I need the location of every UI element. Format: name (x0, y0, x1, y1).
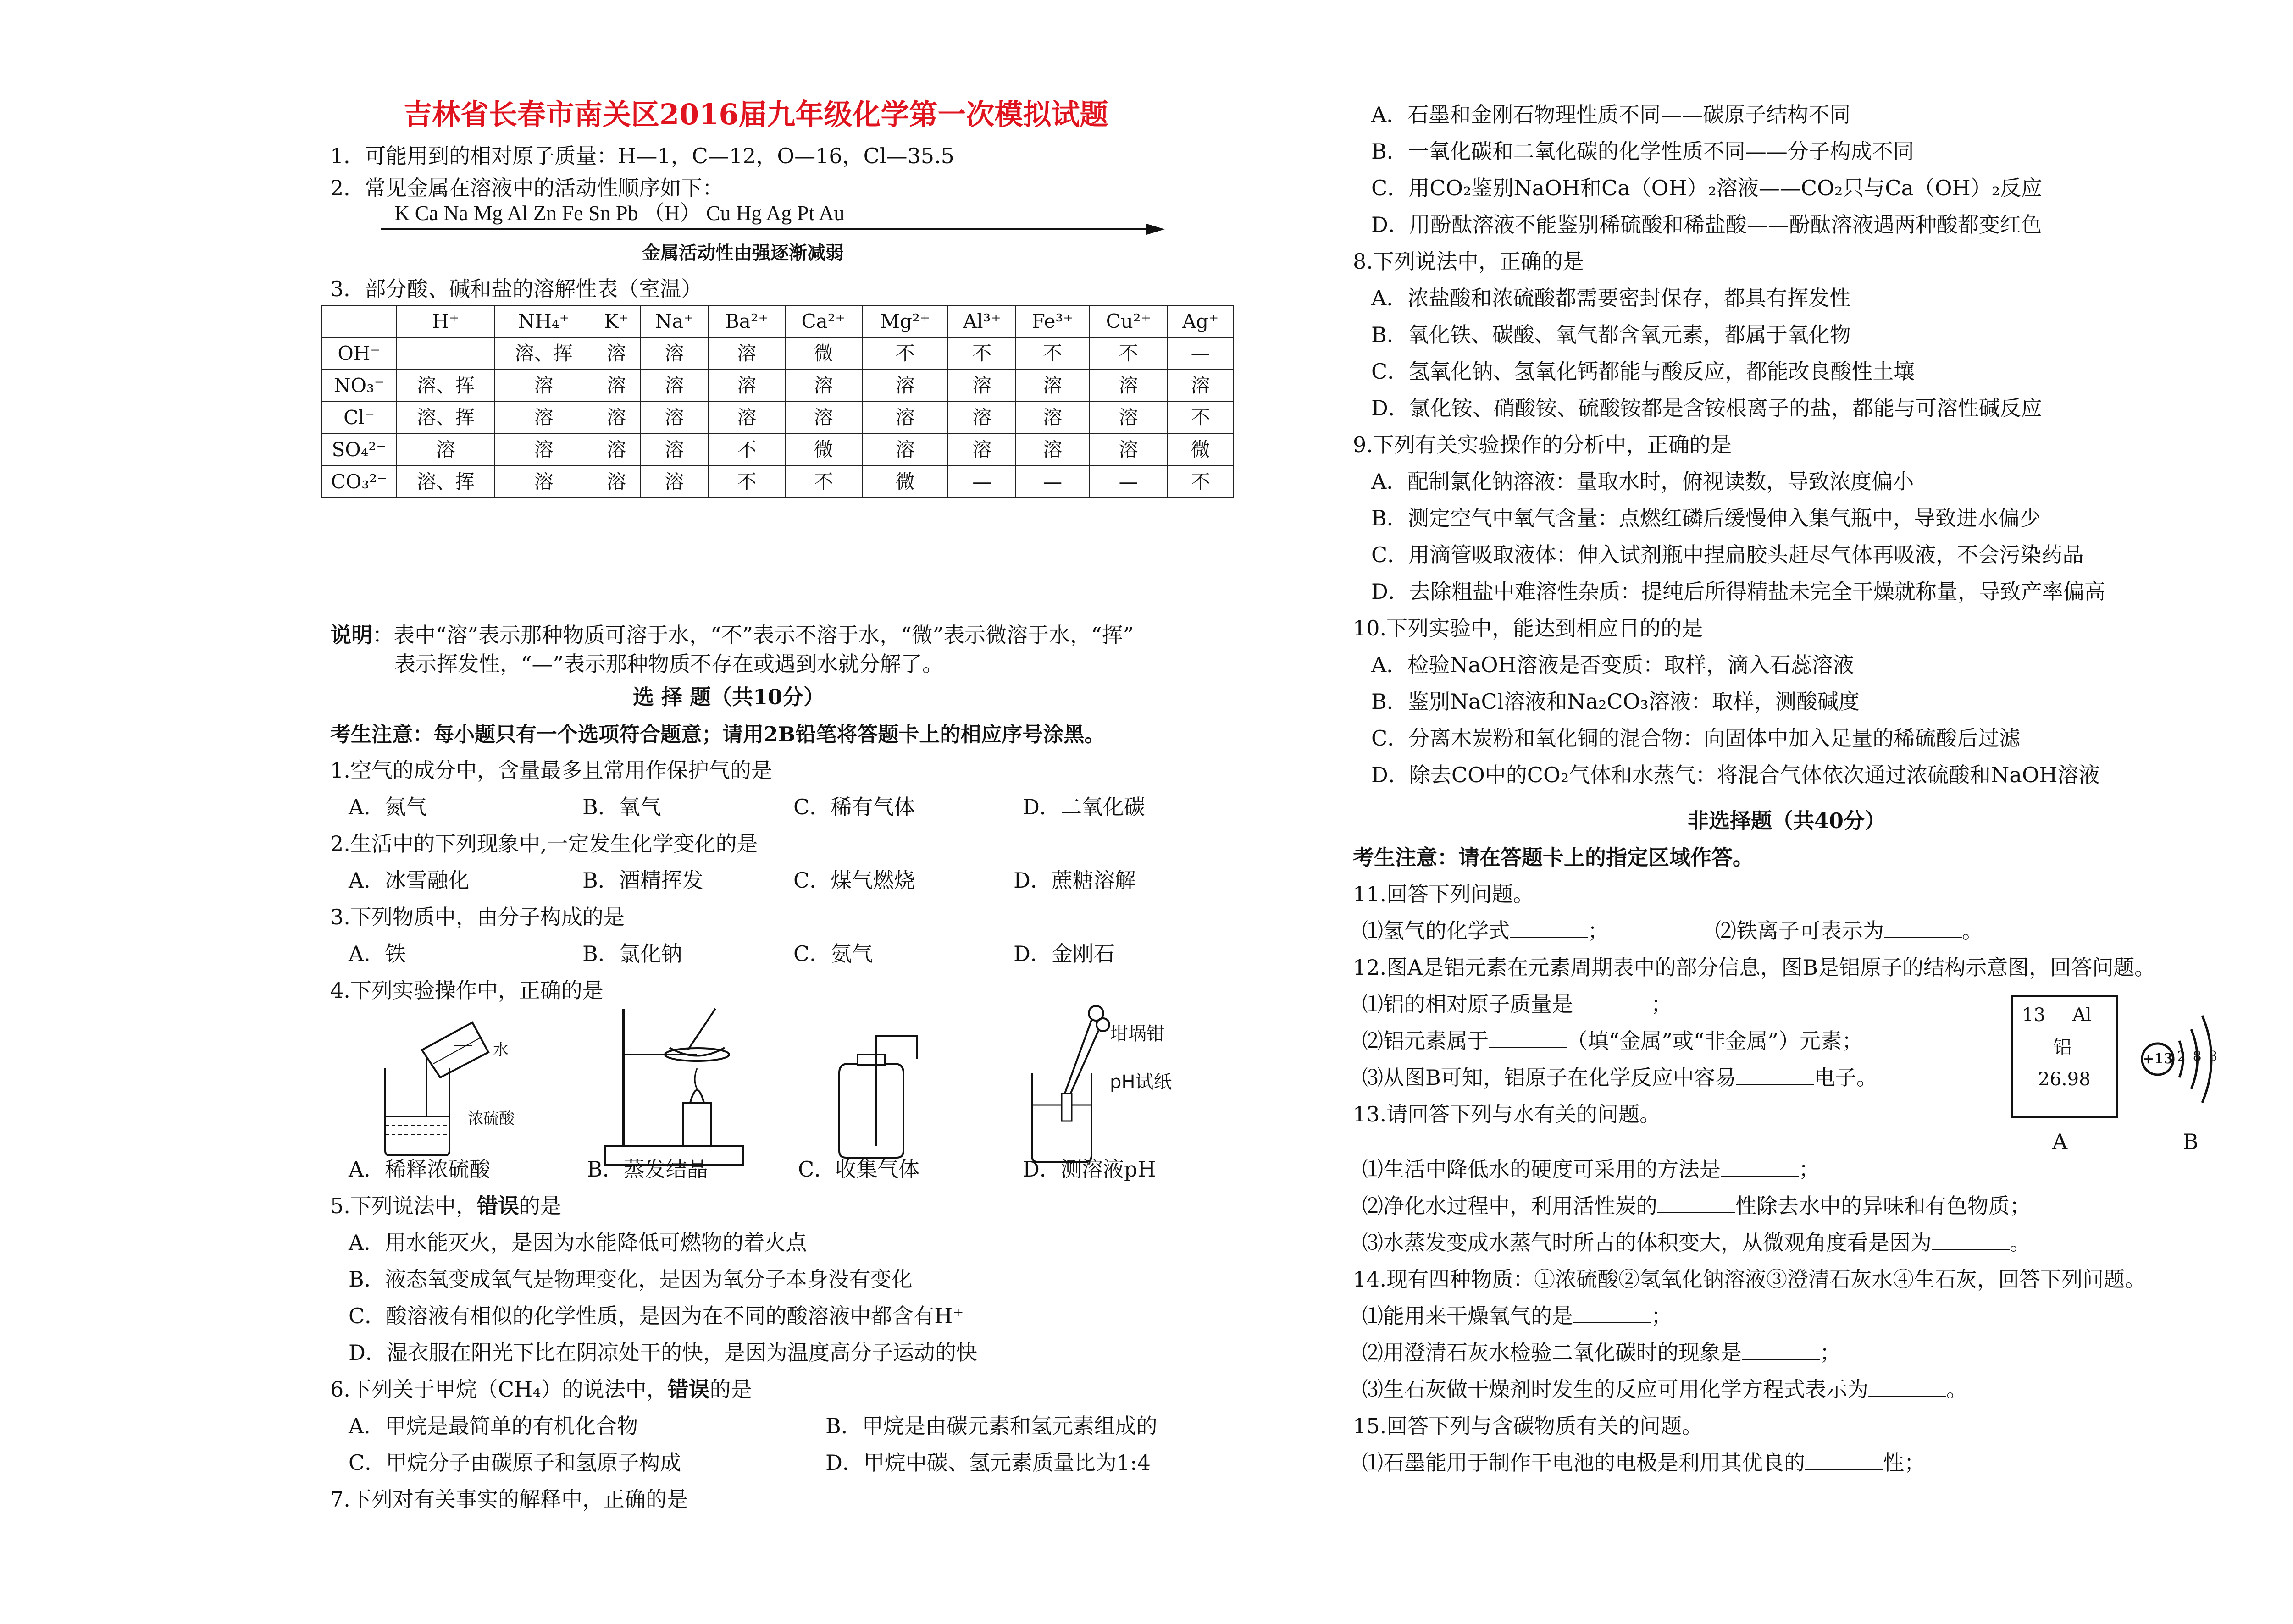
q14-part-1-text: ⑴能用来干燥氧气的是 (1362, 1304, 1573, 1328)
element-card (2011, 995, 2118, 1118)
q2-stem: 2.生活中的下列现象中,一定发生化学变化的是 (330, 831, 758, 856)
q14-part-2-text: ⑵用澄清石灰水检验二氧化碳时的现象是 (1362, 1340, 1742, 1365)
table-header: Ag⁺ (1168, 305, 1233, 337)
q10-option-a: A．检验NaOH溶液是否变质：取样，滴入石蕊溶液 (1371, 652, 1854, 677)
table-cell: 微 (785, 337, 862, 370)
table-note-text-1: ：表中“溶”表示那种物质可溶于水，“不”表示不溶于水，“微”表示微溶于水，“挥” (372, 623, 1134, 647)
table-cell: 不 (1168, 402, 1233, 434)
label-tongs: 坩埚钳 (1110, 1023, 1165, 1044)
q15-part-1-tail: 性； (1883, 1450, 1925, 1475)
label-ph-paper: pH试纸 (1110, 1072, 1172, 1093)
q9-option-a: A．配制氯化钠溶液：量取水时，俯视读数，导致浓度偏小 (1371, 469, 1914, 494)
table-cell: 溶 (495, 466, 593, 498)
q7-stem: 7.下列对有关事实的解释中，正确的是 (330, 1487, 688, 1512)
table-cell: 溶 (862, 370, 948, 402)
q13-part-1-tail: ； (1799, 1157, 1820, 1182)
q13-part-1 (1362, 1151, 1820, 1188)
q14-part-3 (1362, 1371, 1967, 1408)
activity-arrowhead (1146, 224, 1165, 235)
table-row (321, 434, 1233, 466)
element-symbol: Al (2072, 1005, 2092, 1026)
table-row (321, 466, 1233, 498)
q6-stem-pre: 6.下列关于甲烷（CH₄）的说法中， (330, 1377, 668, 1402)
table-cell: 溶 (1168, 370, 1233, 402)
table-note-label: 说明 (330, 623, 372, 647)
q3-option-b: B．氯化钠 (582, 941, 682, 966)
table-header: Al³⁺ (948, 305, 1016, 337)
q5-stem-pre: 5.下列说法中， (330, 1193, 477, 1218)
table-cell: 不 (862, 337, 948, 370)
table-cell: CO₃²⁻ (321, 466, 397, 498)
q2-option-b: B．酒精挥发 (582, 868, 703, 893)
q8-option-c: C．氢氧化钠、氢氧化钙都能与酸反应，都能改良酸性土壤 (1371, 359, 1915, 384)
table-header: Mg²⁺ (862, 305, 948, 337)
q14-part-3-text: ⑶生石灰做干燥剂时发生的反应可用化学方程式表示为 (1362, 1377, 1868, 1402)
q10-option-d: D．除去CO中的CO₂气体和水蒸气：将混合气体依次通过浓硫酸和NaOH溶液 (1371, 762, 2100, 787)
table-cell: 溶 (640, 466, 709, 498)
q14-part-3-tail: 。 (1946, 1377, 1967, 1402)
q9-option-b: B．测定空气中氧气含量：点燃红磷后缓慢伸入集气瓶中，导致进水偏少 (1371, 506, 2041, 530)
table-cell: 溶、挥 (397, 402, 495, 434)
preface-line-2: 2．常见金属在溶液中的活动性顺序如下： (330, 176, 724, 200)
q12-part-3-tail: 电子。 (1814, 1065, 1878, 1090)
table-header: Fe³⁺ (1016, 305, 1089, 337)
q7-option-d: D．用酚酞溶液不能鉴别稀硫酸和稀盐酸——酚酞溶液遇两种酸都变红色 (1371, 212, 2042, 237)
q10-stem: 10.下列实验中，能达到相应目的的是 (1353, 616, 1703, 641)
activity-arrow (381, 228, 1151, 230)
table-cell: 不 (709, 466, 785, 498)
q12-part-2-tail: （填“金属”或“非金属”）元素； (1567, 1028, 1863, 1053)
metal-series: K Ca Na Mg Al Zn Fe Sn Pb （H） Cu Hg Ag Pt Au (394, 201, 845, 225)
table-cell: 溶 (1016, 370, 1089, 402)
q11-part-1 (1362, 912, 1609, 949)
q8-option-a: A．浓盐酸和浓硫酸都需要密封保存，都具有挥发性 (1371, 286, 1851, 310)
table-cell: 微 (785, 434, 862, 466)
table-row (321, 337, 1233, 370)
answer-blank[interactable] (1736, 1066, 1814, 1085)
q9-option-c: C．用滴管吸取液体：伸入试剂瓶中捏扁胶头赶尽气体再吸液，不会污染药品 (1371, 542, 2084, 567)
table-cell: 溶 (640, 370, 709, 402)
table-cell: 溶 (593, 434, 640, 466)
table-cell: — (1168, 337, 1233, 370)
table-cell: — (948, 466, 1016, 498)
q8-stem: 8.下列说法中，正确的是 (1353, 249, 1584, 274)
answer-blank[interactable] (1868, 1377, 1946, 1397)
q12-part-3 (1362, 1059, 1878, 1096)
q7-option-c: C．用CO₂鉴别NaOH和Ca（OH）₂溶液——CO₂只与Ca（OH）₂反应 (1371, 176, 2043, 200)
q12-stem: 12.图A是铝元素在元素周期表中的部分信息，图B是铝原子的结构示意图，回答问题。 (1353, 955, 2156, 980)
table-cell: 溶 (1016, 434, 1089, 466)
table-cell: 溶 (640, 402, 709, 434)
q6-option-b: B．甲烷是由碳元素和氢元素组成的 (825, 1414, 1158, 1438)
element-number: 13 (2022, 1005, 2045, 1026)
table-header: Cu²⁺ (1089, 305, 1168, 337)
q12-part-2 (1362, 1022, 1863, 1059)
q2-option-a: A．冰雪融化 (349, 868, 470, 893)
q15-part-1-text: ⑴石墨能用于制作干电池的电极是利用其优良的 (1362, 1450, 1805, 1475)
table-cell: 溶 (785, 370, 862, 402)
q4-option-d: D．测溶液pH (1023, 1157, 1156, 1182)
page-title: 吉林省长春市南关区2016届九年级化学第一次模拟试题 (404, 98, 1108, 131)
q12-part-1 (1362, 986, 1672, 1022)
q14-part-1-tail: ； (1651, 1304, 1672, 1328)
q8-option-d: D．氯化铵、硝酸铵、硫酸铵都是含铵根离子的盐，都能与可溶性碱反应 (1371, 396, 2042, 420)
q6-option-d: D．甲烷中碳、氢元素质量比为1:4 (825, 1450, 1151, 1475)
q4-option-a: A．稀释浓硫酸 (349, 1157, 491, 1182)
q12-part-1-text: ⑴铝的相对原子质量是 (1362, 992, 1573, 1016)
q13-part-3-tail: 。 (2010, 1230, 2031, 1255)
q9-option-d: D．去除粗盐中难溶性杂质：提纯后所得精盐未完全干燥就称量，导致产率偏高 (1371, 579, 2105, 604)
section-2-notice: 考生注意：请在答题卡上的指定区域作答。 (1353, 845, 1754, 870)
q14-part-2-tail: ； (1820, 1340, 1841, 1365)
table-header (321, 305, 397, 337)
q1-option-d: D．二氧化碳 (1023, 795, 1145, 819)
q8-option-b: B．氧化铁、碳酸、氧气都含氧元素，都属于氧化物 (1371, 322, 1851, 347)
table-cell: 溶 (495, 402, 593, 434)
table-cell: 溶 (495, 434, 593, 466)
table-header: Na⁺ (640, 305, 709, 337)
q11-stem: 11.回答下列问题。 (1353, 882, 1534, 906)
q7-option-b: B．一氧化碳和二氧化碳的化学性质不同——分子构成不同 (1371, 139, 1914, 164)
q11-part-1-text: ⑴氢气的化学式 (1362, 918, 1510, 943)
q1-option-b: B．氧气 (582, 795, 661, 819)
table-cell: 不 (709, 434, 785, 466)
table-cell: 溶、挥 (495, 337, 593, 370)
table-cell: — (1016, 466, 1089, 498)
table-cell: NO₃⁻ (321, 370, 397, 402)
table-cell: 不 (1016, 337, 1089, 370)
answer-blank[interactable] (1932, 1231, 2010, 1250)
label-water: 水 (493, 1041, 509, 1059)
table-header: K⁺ (593, 305, 640, 337)
table-cell: Cl⁻ (321, 402, 397, 434)
q6-option-a: A．甲烷是最简单的有机化合物 (349, 1414, 638, 1438)
q14-stem: 14.现有四种物质：①浓硫酸②氢氧化钠溶液③澄清石灰水④生石灰，回答下列问题。 (1353, 1267, 2146, 1292)
table-cell: 溶 (948, 370, 1016, 402)
q4-option-c: C．收集气体 (798, 1157, 920, 1182)
q10-option-b: B．鉴别NaCl溶液和Na₂CO₃溶液：取样，测酸碱度 (1371, 689, 1860, 714)
q5-option-b: B．液态氧变成氧气是物理变化，是因为氧分子本身没有变化 (349, 1267, 913, 1292)
table-cell: 溶 (1016, 402, 1089, 434)
q14-part-2 (1362, 1334, 1841, 1371)
q11-part-1-tail: ； (1588, 918, 1609, 943)
q5-stem-post: 的是 (519, 1193, 561, 1218)
atom-shells: 2 8 3 (2177, 1049, 2218, 1065)
collect-gas-figure (825, 1027, 926, 1165)
q14-part-1 (1362, 1298, 1672, 1334)
table-cell: SO₄²⁻ (321, 434, 397, 466)
table-cell: 微 (862, 466, 948, 498)
q13-part-2-tail: 性除去水中的异味和有色物质； (1735, 1193, 2031, 1218)
table-cell: 溶 (495, 370, 593, 402)
figure-a-label: A (2052, 1129, 2068, 1154)
answer-blank[interactable] (1657, 1194, 1735, 1213)
preface-line-3: 3．部分酸、碱和盐的溶解性表（室温） (330, 276, 703, 301)
table-note-line-2: 表示挥发性，“—”表示那种物质不存在或遇到水就分解了。 (394, 652, 944, 676)
table-cell: — (1089, 466, 1168, 498)
table-row (321, 402, 1233, 434)
table-header: H⁺ (397, 305, 495, 337)
answer-blank[interactable] (1573, 1304, 1651, 1323)
table-cell: 溶 (640, 337, 709, 370)
table-cell: 溶 (593, 402, 640, 434)
table-cell: 不 (1089, 337, 1168, 370)
answer-blank[interactable] (1805, 1451, 1883, 1470)
answer-blank[interactable] (1510, 919, 1588, 938)
q4-option-b: B．蒸发结晶 (587, 1157, 708, 1182)
q13-part-2 (1362, 1188, 2031, 1224)
evaporation-figure (596, 1000, 761, 1169)
q4-stem: 4.下列实验操作中，正确的是 (330, 978, 604, 1003)
table-cell: 溶 (397, 434, 495, 466)
atom-nucleus: +13 (2143, 1051, 2173, 1067)
q11-part-2-tail: 。 (1962, 918, 1983, 943)
label-conc-acid: 浓硫酸 (468, 1110, 515, 1128)
section-2-heading: 非选择题（共40分） (1688, 808, 1886, 833)
q6-stem-post: 的是 (709, 1377, 752, 1402)
q13-part-1-text: ⑴生活中降低水的硬度可采用的方法是 (1362, 1157, 1721, 1182)
q1-stem: 1.空气的成分中，含量最多且常用作保护气的是 (330, 758, 772, 783)
q13-stem: 13.请回答下列与水有关的问题。 (1353, 1102, 1661, 1127)
q6-stem-emphasis: 错误 (667, 1377, 710, 1402)
activity-caption: 金属活动性由强逐渐减弱 (642, 243, 844, 264)
table-cell: 不 (1168, 466, 1233, 498)
q2-option-c: C．煤气燃烧 (793, 868, 915, 893)
table-cell: 溶 (1089, 434, 1168, 466)
table-cell: 不 (948, 337, 1016, 370)
q13-part-3 (1362, 1224, 2031, 1261)
section-1-notice: 考生注意：每小题只有一个选项符合题意；请用2B铅笔将答题卡上的相应序号涂黑。 (330, 722, 1105, 746)
q5-option-a: A．用水能灭火，是因为水能降低可燃物的着火点 (349, 1230, 807, 1255)
table-cell: 微 (1168, 434, 1233, 466)
q12-part-1-tail: ； (1651, 992, 1672, 1016)
q9-stem: 9.下列有关实验操作的分析中，正确的是 (1353, 432, 1732, 457)
figure-b-label: B (2183, 1129, 2199, 1154)
q5-stem-emphasis: 错误 (476, 1193, 519, 1218)
q1-option-a: A．氮气 (349, 795, 427, 819)
q10-option-c: C．分离木炭粉和氧化铜的混合物：向固体中加入足量的稀硫酸后过滤 (1371, 726, 2021, 751)
q11-part-2 (1715, 912, 1983, 949)
table-cell: 溶 (785, 402, 862, 434)
element-name: 铝 (2053, 1037, 2071, 1058)
element-mass: 26.98 (2038, 1069, 2091, 1090)
answer-blank[interactable] (1489, 1029, 1567, 1048)
q3-option-c: C．氨气 (793, 941, 873, 966)
q3-option-d: D．金刚石 (1014, 941, 1115, 966)
table-cell: 溶 (948, 402, 1016, 434)
table-cell: 溶 (593, 370, 640, 402)
table-header: Ca²⁺ (785, 305, 862, 337)
table-cell: 溶 (640, 434, 709, 466)
table-cell: 溶 (709, 370, 785, 402)
answer-blank[interactable] (1721, 1157, 1799, 1177)
answer-blank[interactable] (1884, 919, 1962, 938)
q3-stem: 3.下列物质中，由分子构成的是 (330, 905, 625, 929)
table-row (321, 370, 1233, 402)
q12-part-2-text: ⑵铝元素属于 (1362, 1028, 1489, 1053)
q5-option-c: C．酸溶液有相似的化学性质，是因为在不同的酸溶液中都含有H⁺ (349, 1304, 964, 1328)
table-cell: 溶 (709, 402, 785, 434)
q13-part-3-text: ⑶水蒸发变成水蒸气时所占的体积变大，从微观角度看是因为 (1362, 1230, 1932, 1255)
table-cell: 溶 (593, 466, 640, 498)
table-cell: 溶 (948, 434, 1016, 466)
section-1-heading: 选 择 题（共10分） (633, 685, 825, 709)
table-cell: 溶 (709, 337, 785, 370)
answer-blank[interactable] (1573, 992, 1651, 1011)
table-cell (397, 337, 495, 370)
table-cell: 溶 (862, 434, 948, 466)
q15-stem: 15.回答下列与含碳物质有关的问题。 (1353, 1414, 1703, 1438)
q5-option-d: D．湿衣服在阳光下比在阴凉处干的快，是因为温度高分子运动的快 (349, 1340, 977, 1365)
q15-part-1 (1362, 1444, 1925, 1481)
q6-stem (330, 1371, 752, 1408)
q12-part-3-text: ⑶从图B可知，铝原子在化学反应中容易 (1362, 1065, 1736, 1090)
q13-part-2-text: ⑵净化水过程中，利用活性炭的 (1362, 1193, 1657, 1218)
q11-part-2-text: ⑵铁离子可表示为 (1715, 918, 1884, 943)
table-cell: 不 (785, 466, 862, 498)
q2-option-d: D．蔗糖溶解 (1014, 868, 1136, 893)
table-header: Ba²⁺ (709, 305, 785, 337)
table-header: NH₄⁺ (495, 305, 593, 337)
q7-option-a: A．石墨和金刚石物理性质不同——碳原子结构不同 (1371, 102, 1851, 127)
answer-blank[interactable] (1742, 1341, 1820, 1360)
table-cell: 溶 (593, 337, 640, 370)
q6-option-c: C．甲烷分子由碳原子和氢原子构成 (349, 1450, 681, 1475)
table-header-row (321, 305, 1233, 337)
table-cell: 溶、挥 (397, 466, 495, 498)
q5-stem (330, 1188, 561, 1224)
q3-option-a: A．铁 (349, 941, 406, 966)
solubility-table (321, 305, 1234, 498)
preface-line-1: 1．可能用到的相对原子质量：H—1，C—12，O—16，Cl—35.5 (330, 144, 954, 168)
table-cell: 溶 (862, 402, 948, 434)
table-cell: 溶 (1089, 402, 1168, 434)
table-cell: 溶、挥 (397, 370, 495, 402)
table-cell: 溶 (1089, 370, 1168, 402)
table-cell: OH⁻ (321, 337, 397, 370)
q1-option-c: C．稀有气体 (793, 795, 915, 819)
